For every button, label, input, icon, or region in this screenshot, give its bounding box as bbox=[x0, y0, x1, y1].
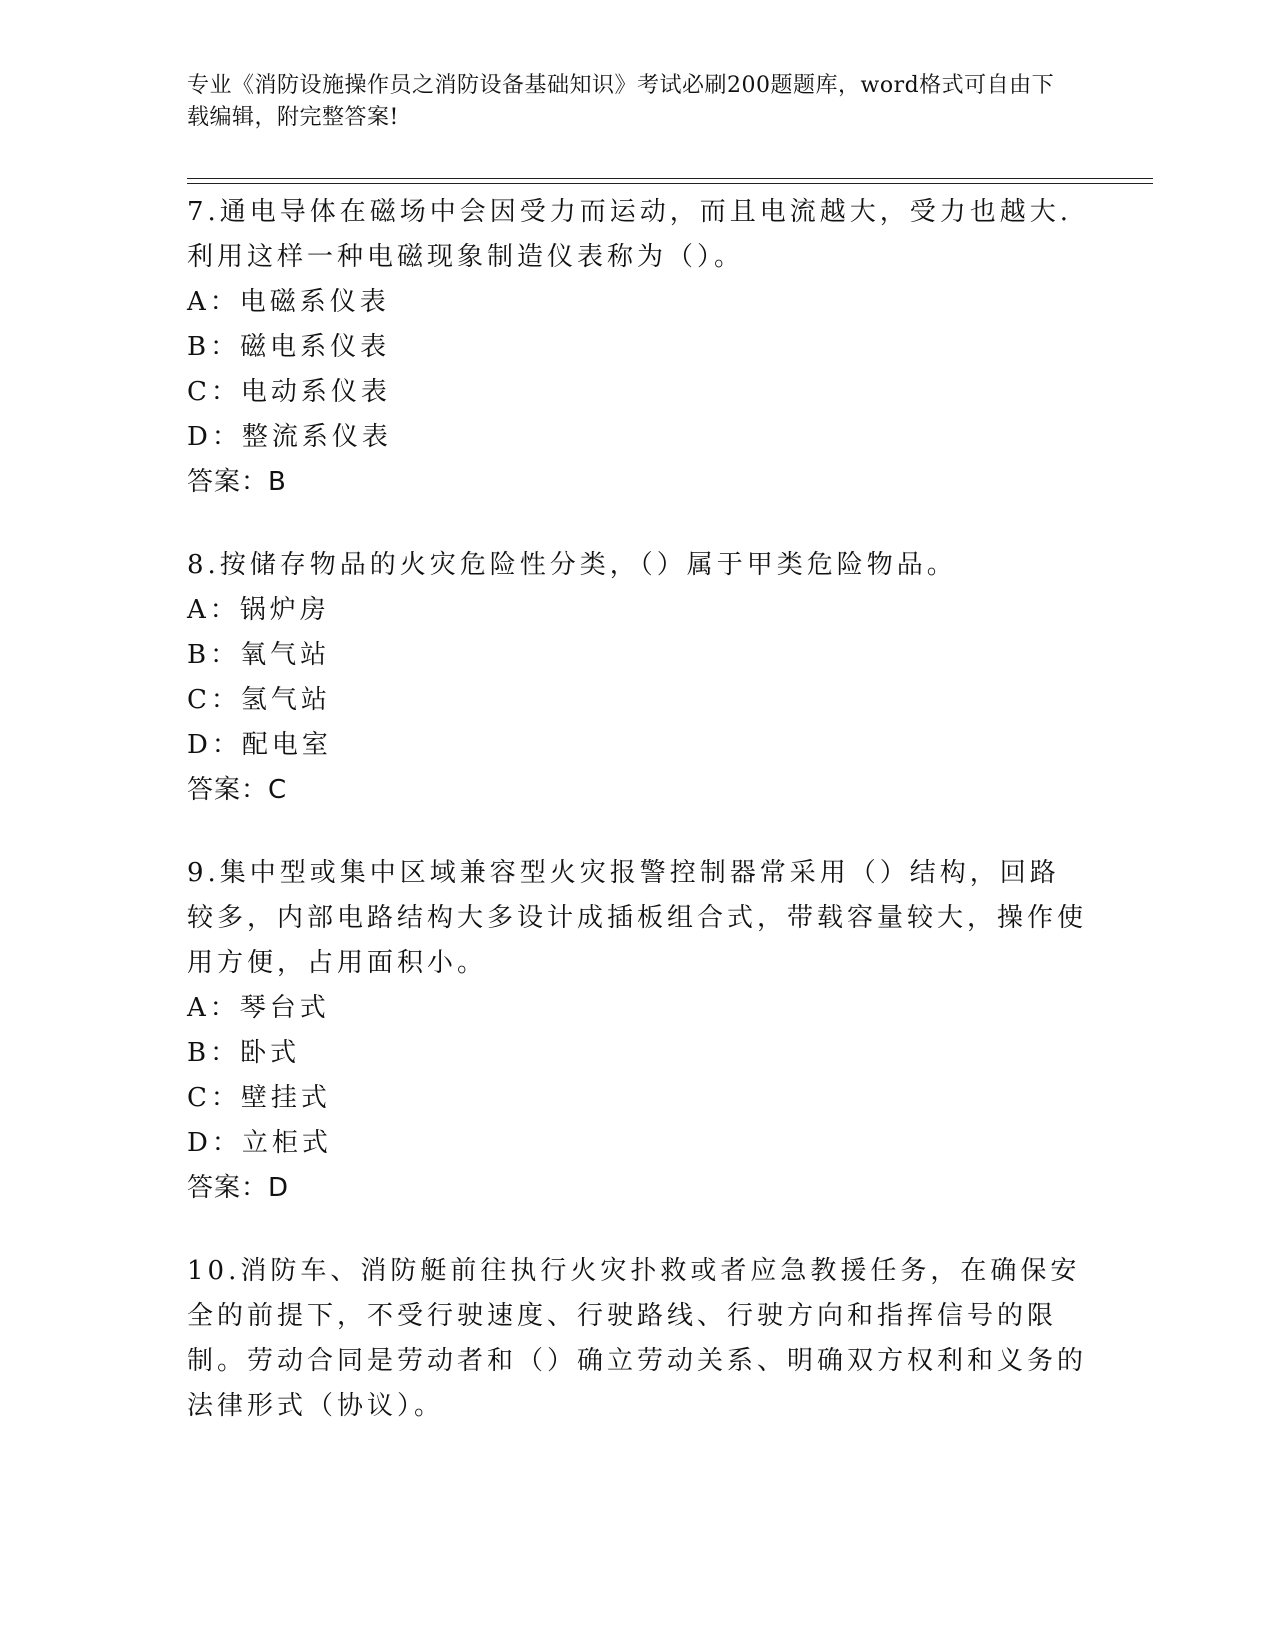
question-8 bbox=[187, 543, 1087, 813]
option-b: B：卧式 bbox=[187, 1038, 301, 1068]
question-10 bbox=[187, 1249, 1087, 1429]
question-9 bbox=[187, 851, 1087, 1211]
option-a: A：锅炉房 bbox=[187, 595, 330, 625]
option-a: A：电磁系仪表 bbox=[187, 287, 390, 317]
option-c: C：电动系仪表 bbox=[187, 377, 391, 407]
option-a: A：琴台式 bbox=[187, 993, 330, 1023]
answer-label: 答案：B bbox=[187, 467, 287, 497]
option-d: D：整流系仪表 bbox=[187, 422, 392, 452]
question-text: 8.按储存物品的火灾危险性分类，（）属于甲类危险物品。 bbox=[187, 550, 957, 580]
option-b: B：氧气站 bbox=[187, 640, 331, 670]
question-7 bbox=[187, 190, 1087, 505]
header-divider-bottom bbox=[187, 183, 1153, 184]
option-d: D：配电室 bbox=[187, 730, 332, 760]
document-header: 专业《消防设施操作员之消防设备基础知识》考试必刷200题题库，word格式可自由下载编辑，附完整答案! bbox=[187, 73, 1055, 130]
answer-label: 答案：D bbox=[187, 1173, 290, 1203]
option-c: C：壁挂式 bbox=[187, 1083, 331, 1113]
question-text: 7.通电导体在磁场中会因受力而运动，而且电流越大，受力也越大.利用这样一种电磁现象制造仪表称为（）。 bbox=[187, 197, 1073, 272]
question-text: 10.消防车、消防艇前往执行火灾扑救或者应急教援任务，在确保安全的前提下，不受行驶速度、行驶路线、行驶方向和指挥信号的限制。劳动合同是劳动者和（）确立劳动关系、明确双方权利和义务的法律形式（协议）。 bbox=[187, 1256, 1088, 1421]
option-d: D：立柜式 bbox=[187, 1128, 332, 1158]
answer-label: 答案：C bbox=[187, 775, 288, 805]
option-b: B：磁电系仪表 bbox=[187, 332, 391, 362]
option-c: C：氢气站 bbox=[187, 685, 331, 715]
question-text: 9.集中型或集中区域兼容型火灾报警控制器常采用（）结构，回路较多，内部电路结构大多设计成插板组合式，带载容量较大，操作使用方便，占用面积小。 bbox=[187, 858, 1088, 978]
header-divider-top bbox=[187, 178, 1153, 179]
question-list bbox=[187, 190, 1087, 1467]
